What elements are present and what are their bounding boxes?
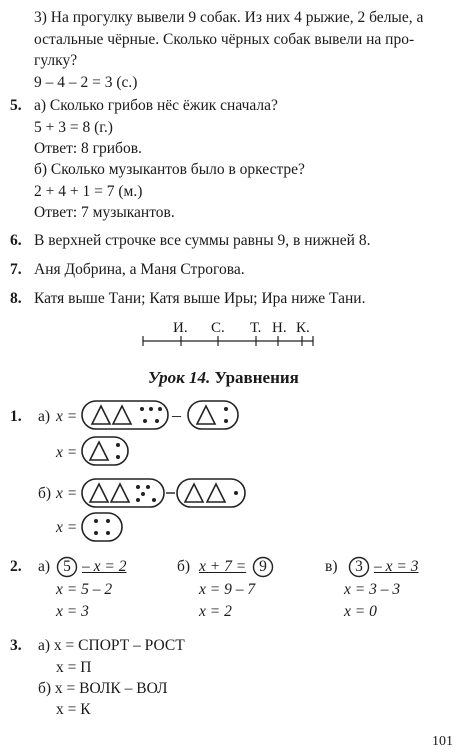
l2-c-step1: x = 3 – 3 (344, 581, 401, 598)
scale-label-t: Т. (250, 320, 262, 336)
l3-b-line1: б) x = ВОЛК – ВОЛ (38, 680, 168, 697)
item3-line2: остальные чёрные. Сколько чёрных собак вывели на про- (34, 31, 415, 48)
l2-b-step2: x = 2 (199, 603, 232, 620)
item3-equation: 9 – 4 – 2 = 3 (с.) (34, 74, 138, 91)
item5-number: 5. (10, 97, 22, 114)
pill-b-result (82, 513, 122, 541)
dot (143, 419, 147, 423)
l2-c-equation: – x = 3 (374, 558, 419, 575)
dot (106, 531, 110, 535)
dot (234, 491, 238, 495)
l2-a-label: а) (38, 558, 51, 575)
l2-c-circle-number: 3 (355, 558, 363, 575)
page-number: 101 (432, 734, 453, 749)
dot (149, 407, 153, 411)
dot (141, 492, 145, 496)
item5-b-answer: Ответ: 7 музыкантов. (34, 204, 175, 221)
dot (94, 519, 98, 523)
dot (106, 519, 110, 523)
item8-number: 8. (10, 290, 22, 307)
dot (152, 498, 156, 502)
item7-text: Аня Добрина, а Маня Строгова. (34, 261, 245, 278)
l1-b-label: б) (38, 485, 52, 502)
item6-text: В верхней строчке все суммы равны 9, в нижней 8. (34, 232, 371, 249)
dot (224, 419, 228, 423)
l2-b-equation: x + 7 = (199, 558, 247, 575)
item5-a-equation: 5 + 3 = 8 (г.) (34, 119, 113, 136)
l2-b-step1: x = 9 – 7 (199, 581, 256, 598)
lesson-prefix: Урок 14. (148, 368, 211, 387)
triangle-shape (90, 442, 108, 460)
dot (94, 531, 98, 535)
item3-line1: 3) На прогулку вывели 9 собак. Из них 4 рыжие, 2 белые, а (34, 9, 424, 26)
dot (116, 455, 120, 459)
lesson-item1-number: 1. (10, 408, 22, 425)
l2-a-step1: x = 5 – 2 (56, 581, 113, 598)
l2-c-label: в) (325, 558, 338, 575)
l1-a-result-var: x = (56, 444, 78, 461)
item5-b-question: б) Сколько музыкантов было в оркестре? (34, 161, 305, 178)
dot (116, 443, 120, 447)
triangle-shape (111, 484, 129, 502)
pill-b2 (177, 479, 245, 507)
dot (155, 419, 159, 423)
dot (146, 485, 150, 489)
item8-text: Катя выше Тани; Катя выше Иры; Ира ниже Тани. (34, 290, 366, 307)
dot (140, 407, 144, 411)
item5-a-question: а) Сколько грибов нёс ёжик сначала? (34, 97, 278, 114)
scale-label-k: К. (296, 320, 310, 336)
l3-b-line2: x = К (56, 701, 91, 718)
dot (136, 498, 140, 502)
l1-a-label: а) (38, 408, 51, 425)
l2-c-step2: x = 0 (344, 603, 377, 620)
triangle-shape (90, 484, 108, 502)
l3-a-line2: x = П (56, 659, 92, 676)
l3-a-line1: а) x = СПОРТ – РОСТ (38, 637, 185, 654)
lesson-name: Уравнения (214, 368, 299, 387)
item5-a-answer: Ответ: 8 грибов. (34, 140, 142, 157)
pill-a1 (82, 401, 168, 429)
l2-b-label: б) (177, 558, 191, 575)
scale-label-n: Н. (272, 320, 287, 336)
dot (224, 407, 228, 411)
lesson-item3-number: 3. (10, 637, 22, 654)
pill-a2 (188, 401, 238, 429)
l1-b-result-var: x = (56, 519, 78, 536)
pill-a-result (82, 437, 128, 465)
item6-number: 6. (10, 232, 22, 249)
dot (158, 407, 162, 411)
l2-a-equation: – x = 2 (82, 558, 127, 575)
scale-label-s: С. (211, 320, 225, 336)
dot (136, 485, 140, 489)
scale-label-i: И. (173, 320, 188, 336)
l1-b-var: x = (56, 485, 78, 502)
l2-b-circle-number: 9 (259, 558, 267, 575)
triangle-shape (197, 406, 215, 424)
pill-b1 (82, 479, 164, 507)
triangle-shape (207, 484, 225, 502)
lesson-item2-number: 2. (10, 558, 22, 575)
item5-b-equation: 2 + 4 + 1 = 7 (м.) (34, 183, 143, 200)
item7-number: 7. (10, 261, 22, 278)
l1-a-var: x = (56, 408, 78, 425)
triangle-shape (92, 406, 110, 424)
l2-a-step2: x = 3 (56, 603, 89, 620)
triangle-shape (185, 484, 203, 502)
l2-a-circle-number: 5 (63, 558, 71, 575)
item3-line3: гулку? (34, 52, 78, 69)
l1-a-minus: – (172, 405, 181, 425)
triangle-shape (113, 406, 131, 424)
